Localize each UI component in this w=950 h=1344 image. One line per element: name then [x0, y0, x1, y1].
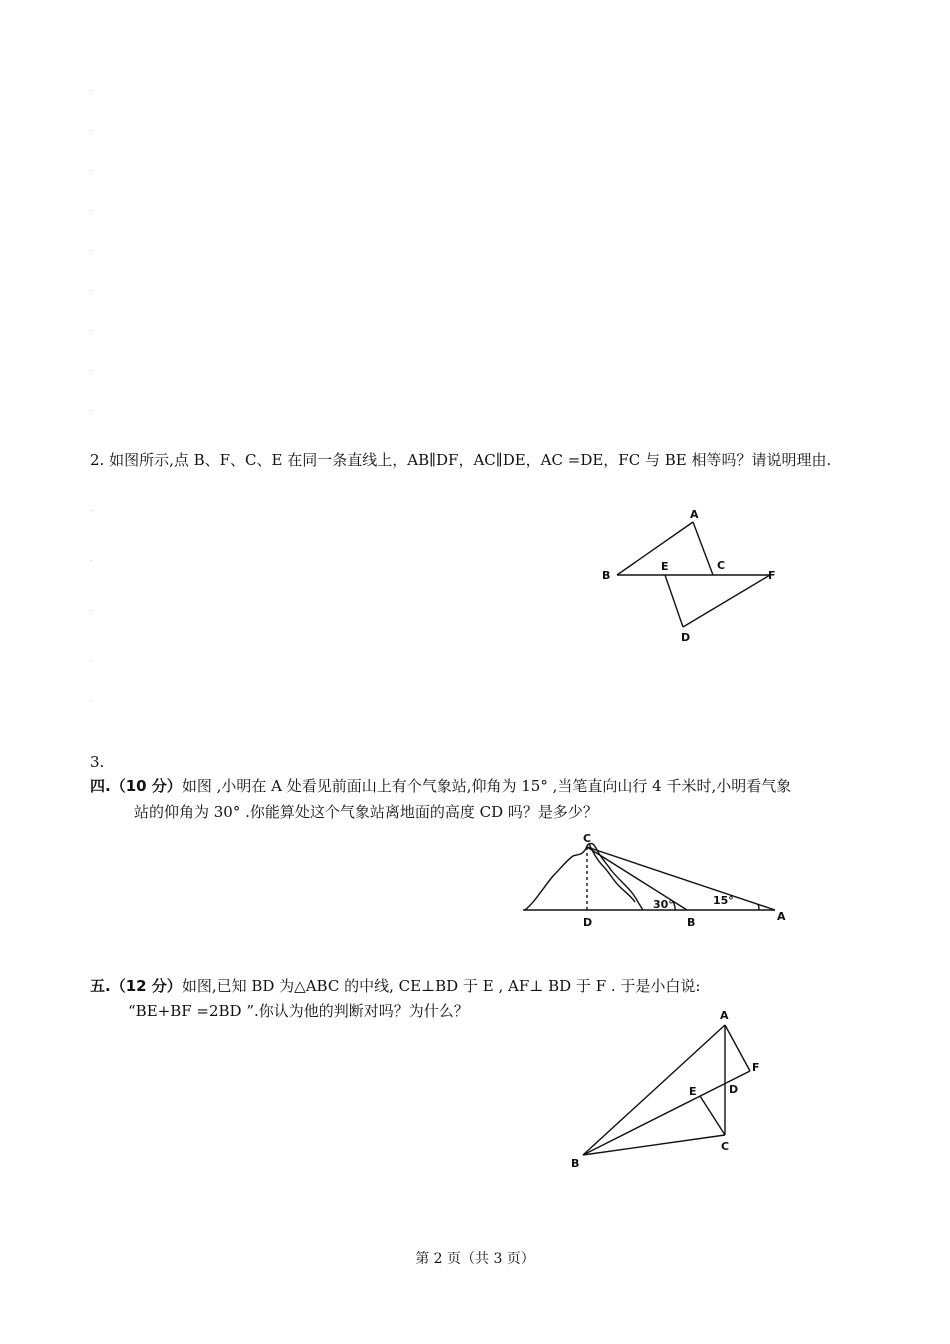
label-f: F	[768, 569, 776, 582]
label-d: D	[681, 631, 691, 644]
problem-4-score: （10 分）	[110, 777, 182, 795]
segment-ce	[700, 1096, 725, 1135]
label-b: B	[571, 1157, 580, 1170]
figure-parallel-lines	[595, 505, 785, 650]
label-b: B	[602, 569, 611, 582]
angle-30-label: 30°	[653, 898, 674, 911]
segment-df	[683, 575, 770, 627]
page-footer: 第 2 页（共 3 页）	[415, 1251, 535, 1267]
angle-15-label: 15°	[713, 894, 734, 907]
label-b: B	[687, 916, 696, 929]
problem-5-line-2: “BE+BF =2BD ”.你认为他的判断对吗？为什么？	[128, 1002, 469, 1020]
mountain-outline	[525, 843, 643, 910]
problem-4-line-2: 站的仰角为 30° .你能算处这个气象站离地面的高度 CD 吗？是多少？	[134, 803, 598, 821]
problem-4-heading: 四.	[90, 777, 111, 795]
label-e: E	[689, 1085, 697, 1098]
segment-ab	[583, 1025, 725, 1155]
sightline-ac	[587, 847, 775, 910]
label-a: A	[777, 910, 786, 923]
label-d: D	[583, 916, 593, 929]
segment-ed	[665, 575, 683, 627]
label-c: C	[721, 1140, 730, 1153]
segment-ac	[693, 522, 713, 575]
label-d: D	[729, 1083, 739, 1096]
problem-5-heading: 五.	[90, 977, 111, 995]
problem-5-score: （12 分）	[110, 977, 182, 995]
margin-marks	[90, 90, 94, 710]
figure-weather-station	[515, 830, 795, 932]
label-c: C	[717, 559, 726, 572]
problem-3-number: 3.	[90, 753, 105, 771]
problem-4-line-1	[90, 776, 791, 796]
label-f: F	[752, 1061, 760, 1074]
label-a: A	[690, 508, 699, 521]
problem-4-line-1-text: 如图 ,小明在 A 处看见前面山上有个气象站,仰角为 15° ,当笔直向山行 4 千米时,小明看气象	[181, 777, 792, 795]
segment-ab	[617, 522, 693, 575]
problem-2-text: 2. 如图所示,点 B、F、C、E 在同一条直线上，AB∥DF，AC∥DE，AC =DE，FC 与 BE 相等吗？请说明理由.	[90, 451, 832, 469]
label-c: C	[583, 832, 592, 845]
label-e: E	[661, 560, 669, 573]
label-a: A	[720, 1009, 729, 1022]
figure-median-triangle	[565, 1005, 775, 1175]
angle-arc-15	[758, 904, 759, 910]
segment-af	[725, 1025, 750, 1071]
problem-5-line-1	[90, 976, 700, 996]
problem-5-line-1-text: 如图,已知 BD 为△ABC 的中线, CE⊥BD 于 E , AF⊥ BD 于 F . 于是小白说:	[181, 977, 701, 995]
